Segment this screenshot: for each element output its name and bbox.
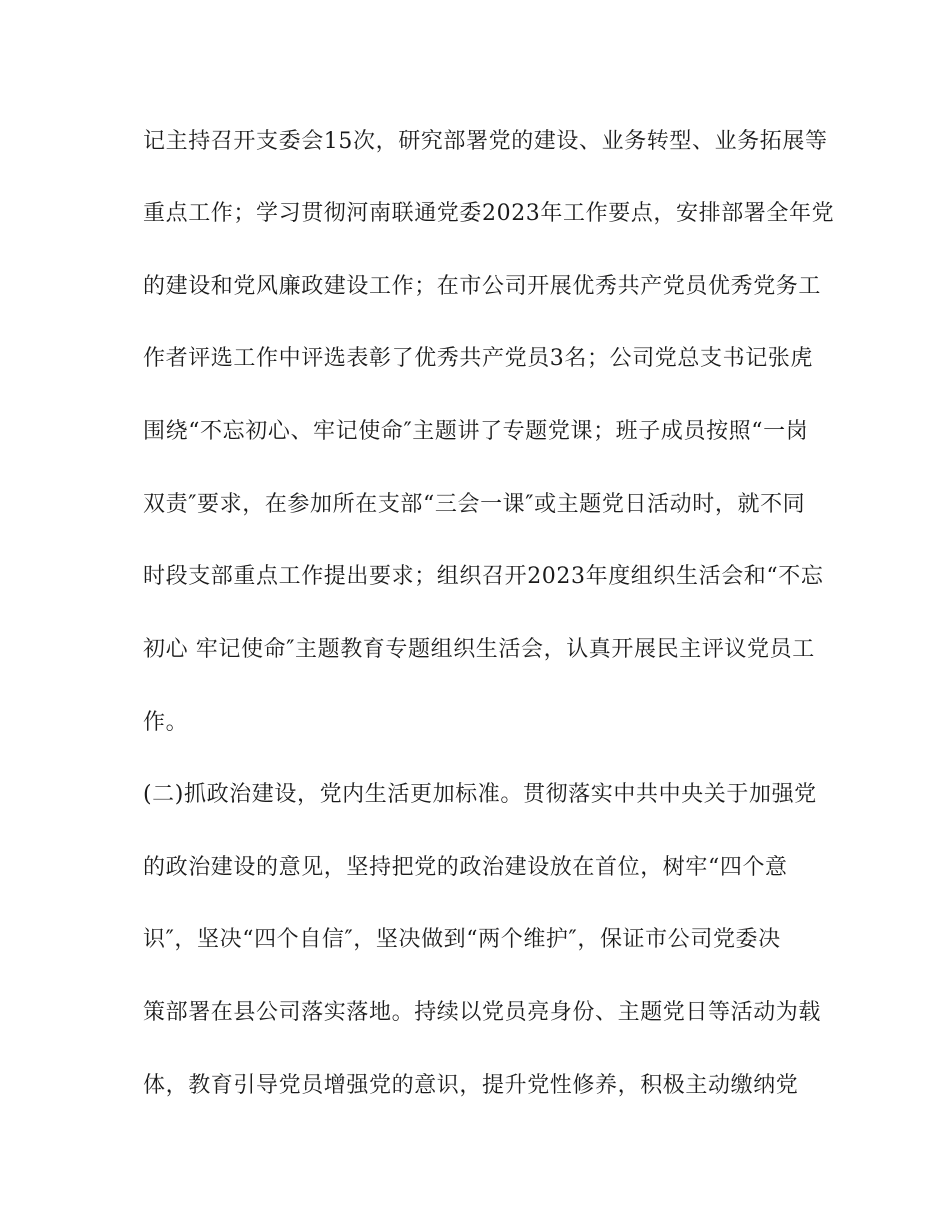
paragraph-line: 体，教育引导党员增强党的意识，提升党性修养，积极主动缴纳党 [143, 1073, 799, 1098]
paragraph-line: 时段支部重点工作提出要求；组织召开2023年度组织生活会和“不忘 [143, 564, 824, 589]
paragraph-line: 的政治建设的意见，坚持把党的政治建设放在首位，树牢“四个意 [143, 855, 788, 880]
paragraph-line: 记主持召开支委会15次，研究部署党的建设、业务转型、业务拓展等 [143, 129, 828, 154]
paragraph-line: 识″，坚决“四个自信″，坚决做到“两个维护″，保证市公司党委决 [143, 927, 781, 952]
paragraph-line: 双责″要求，在参加所在支部“三会一课″或主题党日活动时，就不同 [143, 492, 806, 517]
paragraph-line: 作者评选工作中评选表彰了优秀共产党员3名；公司党总支书记张虎 [143, 346, 813, 371]
paragraph-line: 的建设和党风廉政建设工作；在市公司开展优秀共产党员优秀党务工 [143, 274, 822, 299]
paragraph-line: 围绕“不忘初心、牢记使命″主题讲了专题党课；班子成员按照“一岗 [143, 419, 809, 444]
paragraph-line: 作。 [143, 710, 189, 735]
paragraph-line: 策部署在县公司落实落地。持续以党员亮身份、主题党日等活动为载 [143, 1000, 822, 1025]
paragraph-line: 重点工作；学习贯彻河南联通党委2023年工作要点，安排部署全年党 [143, 201, 835, 226]
paragraph-line: 初心 牢记使命″主题教育专题组织生活会，认真开展民主评议党员工 [143, 637, 815, 662]
section-heading-line: (二)抓政治建设，党内生活更加标准。贯彻落实中共中央关于加强党 [143, 782, 817, 807]
